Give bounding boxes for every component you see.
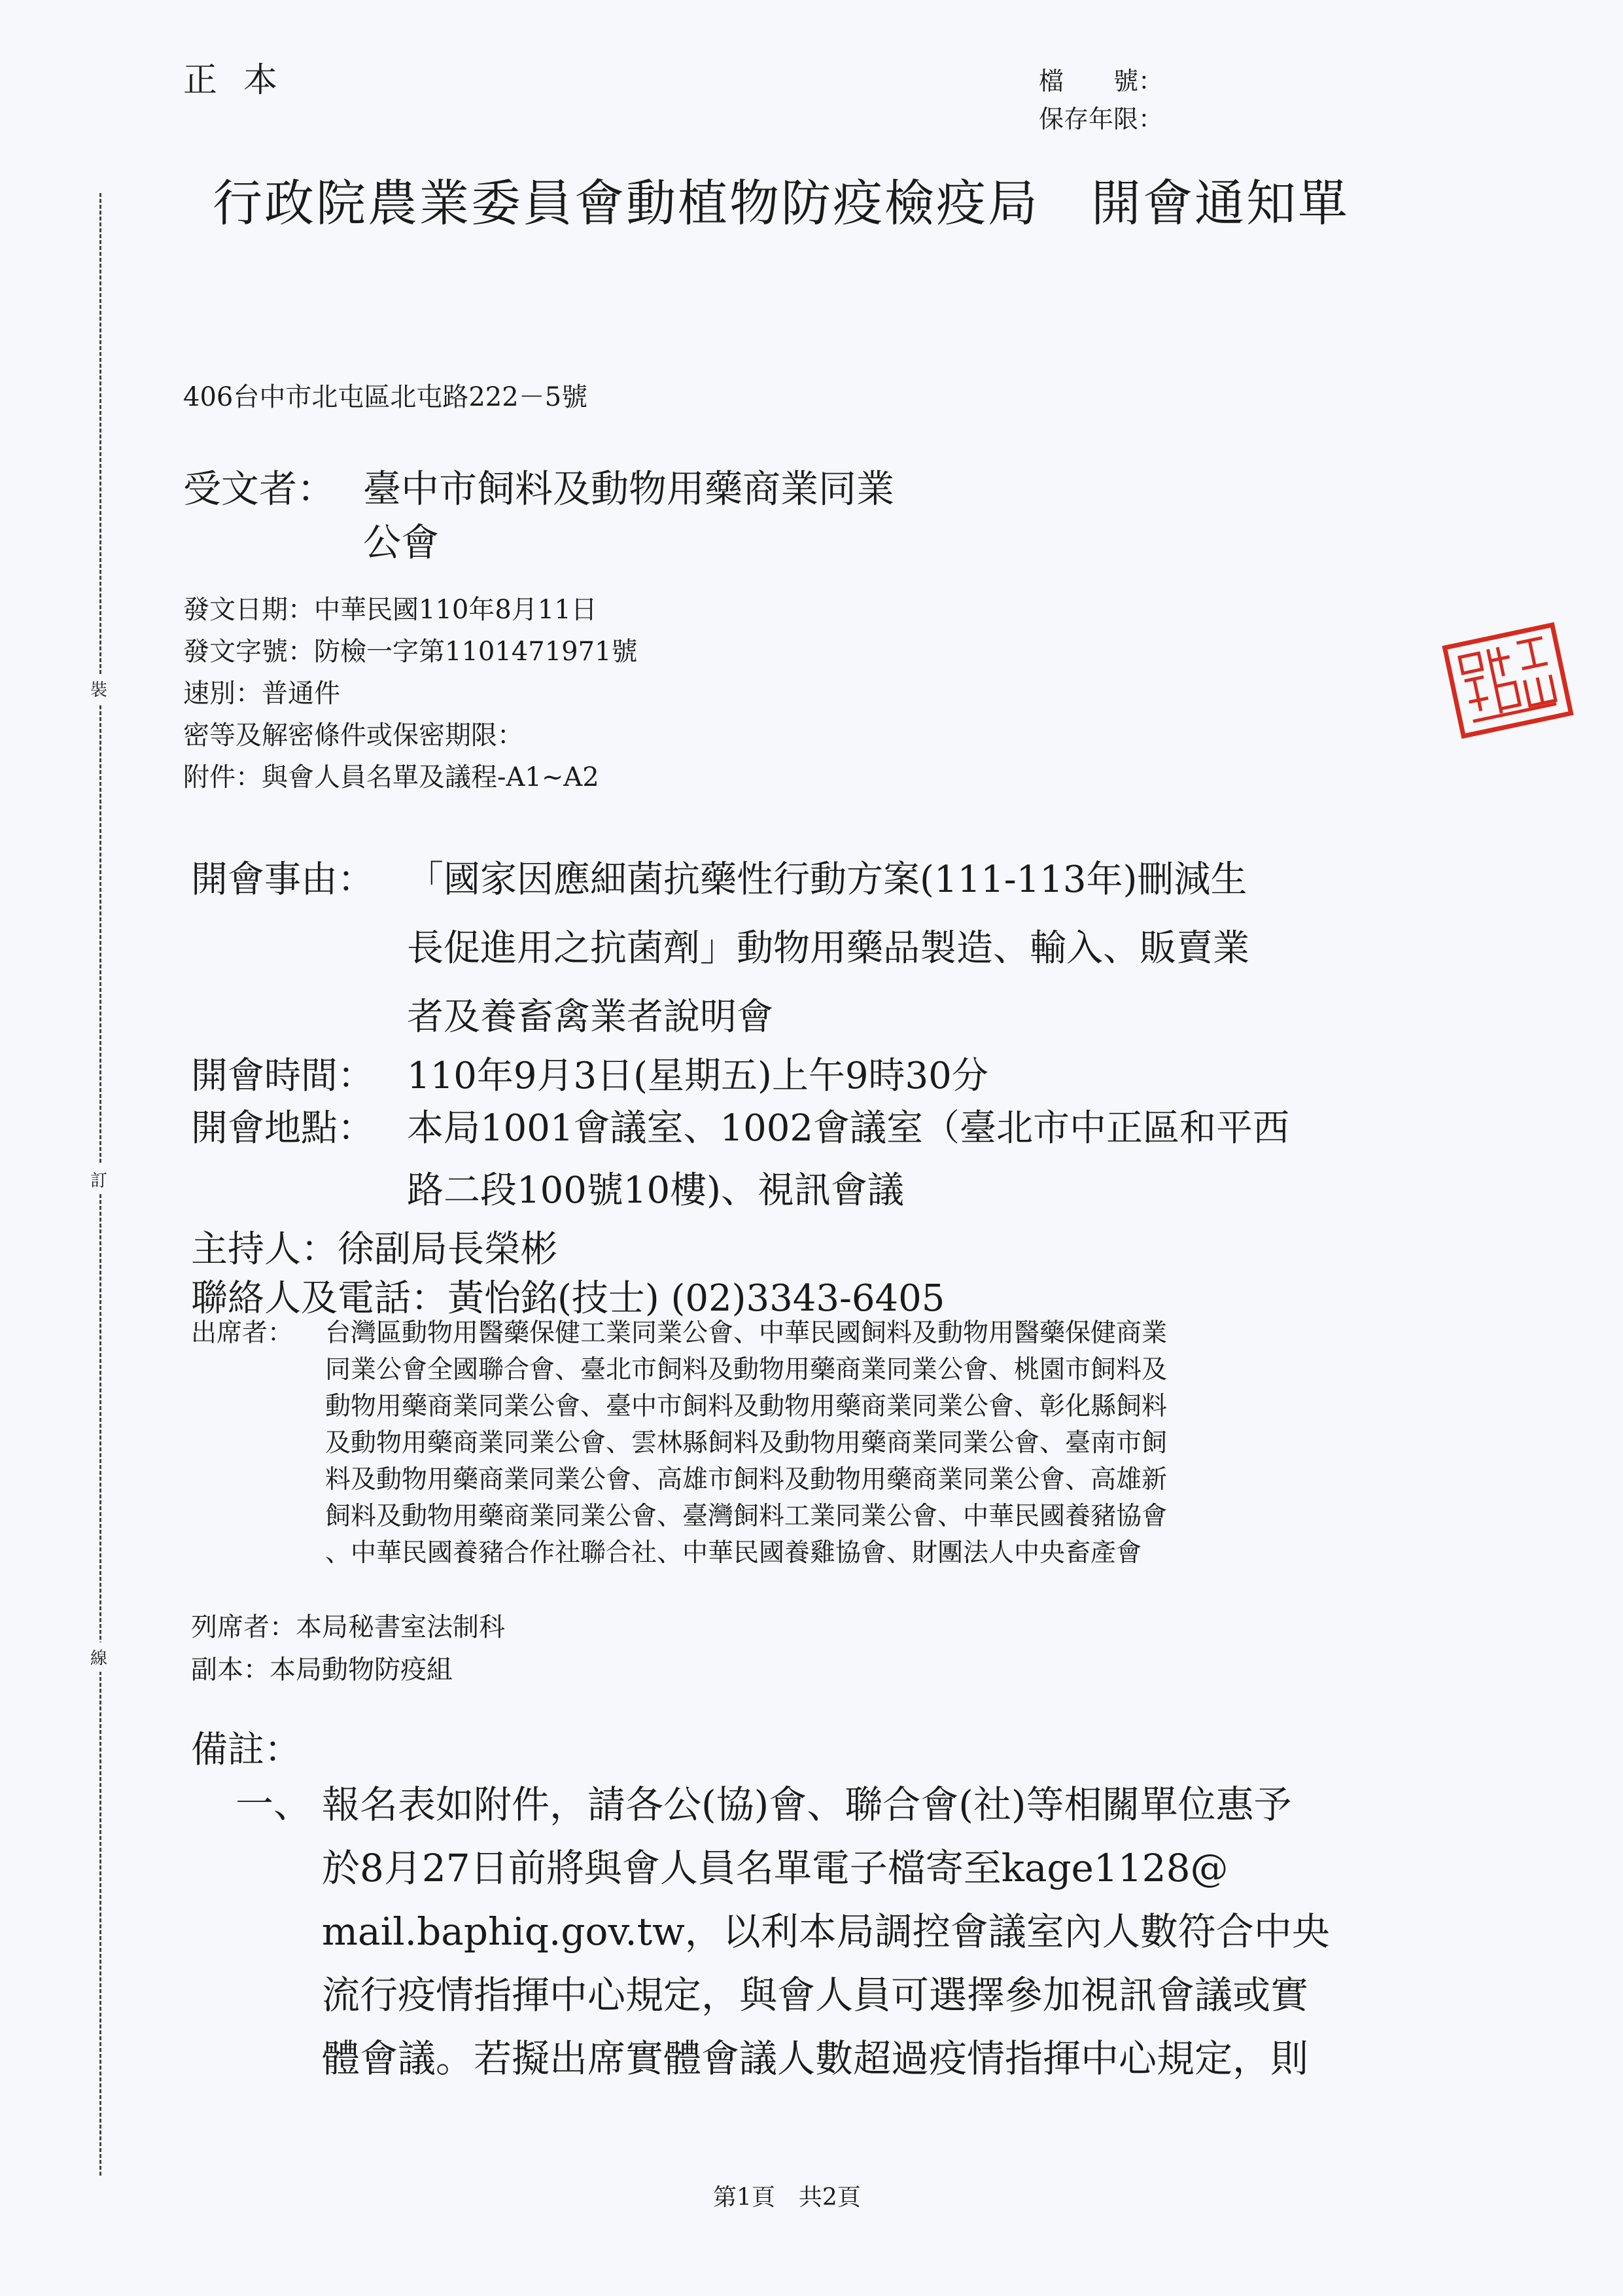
official-seal-stamp [1440, 620, 1575, 741]
retention-label: 保存年限： [1039, 105, 1164, 133]
attendees-line: 台灣區動物用醫藥保健工業同業公會、中華民國飼料及動物用醫藥保健商業 [325, 1318, 1168, 1348]
meeting-place-line-1: 本局1001會議室、1002會議室（臺北市中正區和平西 [407, 1107, 1290, 1150]
attendees-line: 、中華民國養豬合作社聯合社、中華民國養雞協會、財團法人中央畜產會 [325, 1538, 1142, 1568]
binding-mark-3: 線 [90, 1642, 107, 1672]
carbon-copy: 副本：本局動物防疫組 [191, 1655, 453, 1685]
copy-label: 正本 [183, 61, 304, 100]
attendees-line: 及動物用藥商業同業公會、雲林縣飼料及動物用藥商業同業公會、臺南市飼 [325, 1428, 1168, 1458]
meeting-time-value: 110年9月3日(星期五)上午9時30分 [407, 1055, 988, 1097]
document-meta [183, 589, 638, 798]
remarks-label: 備註： [191, 1729, 301, 1771]
file-meta [1039, 62, 1163, 138]
sender-address: 406台中市北屯區北屯路222－5號 [183, 382, 588, 412]
remark-number: 一、 [236, 1782, 312, 1826]
urgency: 速別：普通件 [183, 679, 340, 709]
meeting-place-label: 開會地點： [191, 1107, 374, 1150]
remark-line: 於8月27日前將與會人員名單電子檔寄至kage1128@ [322, 1846, 1229, 1890]
meeting-reason-label: 開會事由： [191, 858, 374, 901]
binding-mark-1: 裝 [90, 674, 107, 703]
page-number-footer: 第1頁 共2頁 [713, 2184, 861, 2211]
observers: 列席者：本局秘書室法制科 [191, 1612, 505, 1642]
document-title: 行政院農業委員會動植物防疫檢疫局 開會通知單 [213, 174, 1350, 232]
remark-line: 報名表如附件，請各公(協)會、聯合會(社)等相關單位惠予 [322, 1782, 1292, 1827]
issue-date: 發文日期：中華民國110年8月11日 [183, 595, 597, 625]
document-number: 發文字號：防檢一字第1101471971號 [183, 637, 638, 667]
attendees-list [325, 1315, 1167, 1572]
remark-line: mail.baphiq.gov.tw，以利本局調控會議室內人數符合中央 [322, 1909, 1330, 1954]
binding-mark-2: 訂 [90, 1165, 107, 1194]
remark-text [322, 1773, 1330, 2091]
attendees-label: 出席者： [191, 1318, 294, 1348]
recipient-line-1: 臺中市飼料及動物用藥商業同業 [363, 467, 895, 511]
recipient-line-2: 公會 [363, 520, 440, 565]
meeting-time-label: 開會時間： [191, 1055, 374, 1097]
meeting-place-line-2: 路二段100號10樓)、視訊會議 [407, 1169, 904, 1212]
meeting-reason-line-1: 「國家因應細菌抗藥性行動方案(111-113年)刪減生 [407, 858, 1248, 901]
meeting-reason-line-2: 長促進用之抗菌劑」動物用藥品製造、輸入、販賣業 [407, 927, 1249, 970]
attendees-line: 同業公會全國聯合會、臺北市飼料及動物用藥商業同業公會、桃園市飼料及 [325, 1355, 1168, 1385]
remark-line: 流行疫情指揮中心規定，與會人員可選擇參加視訊會議或實 [322, 1973, 1309, 2017]
attachments: 附件：與會人員名單及議程-A1~A2 [183, 762, 599, 792]
meeting-contact: 聯絡人及電話：黃怡銘(技士) (02)3343-6405 [191, 1277, 945, 1320]
confidentiality: 密等及解密條件或保密期限： [183, 720, 523, 751]
meeting-reason-line-3: 者及養畜禽業者說明會 [407, 996, 773, 1038]
remark-line: 體會議。若擬出席實體會議人數超過疫情指揮中心規定，則 [322, 2036, 1309, 2081]
attendees-line: 動物用藥商業同業公會、臺中市飼料及動物用藥商業同業公會、彰化縣飼料 [325, 1392, 1168, 1421]
recipient-label: 受文者： [183, 467, 336, 511]
file-number-label: 檔 號： [1039, 67, 1164, 96]
attendees-line: 飼料及動物用藥商業同業公會、臺灣飼料工業同業公會、中華民國養豬協會 [325, 1502, 1168, 1531]
meeting-host: 主持人：徐副局長榮彬 [191, 1228, 557, 1271]
attendees-line: 料及動物用藥商業同業公會、高雄市飼料及動物用藥商業同業公會、高雄新 [325, 1465, 1168, 1494]
